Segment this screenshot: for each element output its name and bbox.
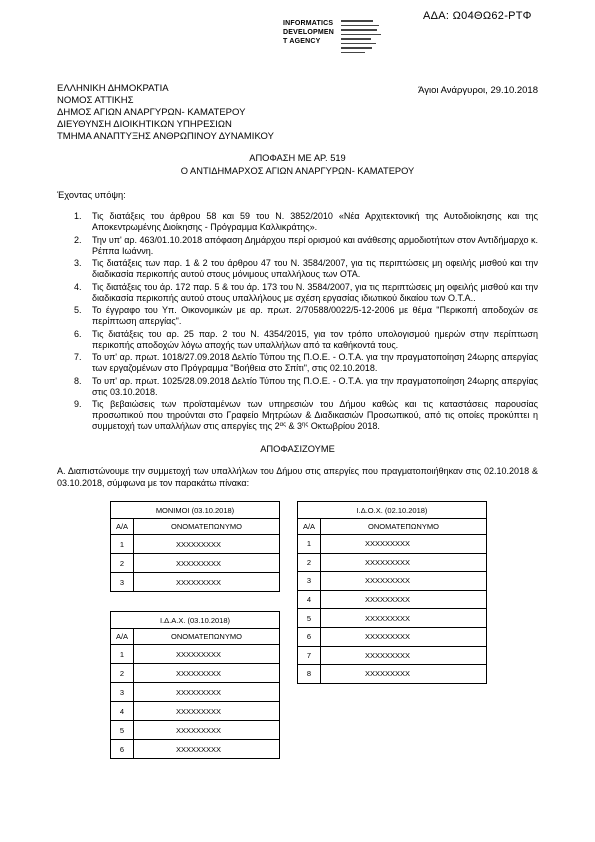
employee-name: XXXXXXXXX bbox=[321, 609, 487, 628]
table-row bbox=[111, 664, 280, 683]
header-org-line: ΔΗΜΟΣ ΑΓΙΩΝ ΑΝΑΡΓΥΡΩΝ- ΚΑΜΑΤΕΡΟΥ bbox=[57, 107, 246, 118]
table-row bbox=[111, 721, 280, 740]
row-number: 4 bbox=[111, 702, 134, 721]
table-row bbox=[298, 665, 487, 684]
resolution-heading: ΑΠΟΦΑΣΙΖΟΥΜΕ bbox=[260, 444, 335, 454]
table-monimoi bbox=[110, 501, 280, 592]
list-item bbox=[57, 258, 538, 280]
row-number: 6 bbox=[111, 740, 134, 759]
ordinal-suffix: ης bbox=[301, 422, 309, 428]
document-body bbox=[57, 83, 538, 761]
table-row bbox=[298, 590, 487, 609]
row-number: 5 bbox=[111, 721, 134, 740]
table-row bbox=[111, 740, 280, 759]
header-org-line: ΕΛΛΗΝΙΚΗ ΔΗΜΟΚΡΑΤΙΑ bbox=[57, 83, 169, 94]
row-number: 1 bbox=[111, 535, 134, 554]
table-row bbox=[111, 683, 280, 702]
employee-name: XXXXXXXXX bbox=[134, 573, 280, 592]
list-item-text: Τις διατάξεις των παρ. 1 & 2 του άρθρου 47 του Ν. 3584/2007, για τις περιπτώσεις μη οφειλής μισθού και την διαδικασία περικοπής αυτού στους μόνιμους υπαλλήλους των ΟΤΑ. bbox=[92, 258, 538, 279]
table-header-name: ΟΝΟΜΑΤΕΠΩΝΥΜΟ bbox=[321, 519, 487, 535]
table-idox bbox=[297, 501, 487, 684]
table-row bbox=[298, 646, 487, 665]
list-item-number: 3. bbox=[74, 258, 82, 268]
list-item-text: Την υπ' αρ. 463/01.10.2018 απόφαση Δημάρχου περί ορισμού και ανάθεσης αρμοδιοτήτων στον Αντιδήμαρχο κ. Ρέππα Ιωάννη. bbox=[92, 234, 538, 256]
ada-code: ΑΔΑ: Ω04ΘΩ62-ΡΤΦ bbox=[423, 10, 532, 22]
list-item-text-part: Οκτωβρίου 2018. bbox=[308, 421, 380, 431]
strike-participation-tables bbox=[57, 501, 538, 761]
list-item-number: 7. bbox=[74, 352, 82, 362]
table-row bbox=[111, 554, 280, 573]
considering-list bbox=[57, 211, 538, 432]
employee-name: XXXXXXXXX bbox=[321, 572, 487, 591]
employee-name: XXXXXXXXX bbox=[321, 590, 487, 609]
row-number: 2 bbox=[111, 554, 134, 573]
list-item bbox=[57, 282, 538, 304]
list-item bbox=[57, 376, 538, 398]
employee-name: XXXXXXXXX bbox=[134, 554, 280, 573]
table-row bbox=[298, 535, 487, 554]
employee-name: XXXXXXXXX bbox=[134, 664, 280, 683]
list-item bbox=[57, 305, 538, 327]
table-idax bbox=[110, 611, 280, 759]
row-number: 3 bbox=[111, 573, 134, 592]
list-item-number: 6. bbox=[74, 328, 82, 339]
employee-name: XXXXXXXXX bbox=[321, 665, 487, 684]
employee-name: XXXXXXXXX bbox=[134, 535, 280, 554]
row-number: 2 bbox=[298, 553, 321, 572]
table-row bbox=[298, 553, 487, 572]
list-item-text: Τις διατάξεις του αρ. 25 παρ. 2 του Ν. 4354/2015, για τον τρόπο υπολογισμού ημερών στην περίπτωση περικοπής αποδοχών λόγω αποχής των υπαλλήλων από τα καθήκοντά τους. bbox=[92, 328, 538, 350]
list-item-number: 2. bbox=[74, 234, 82, 245]
issuing-authority bbox=[57, 83, 538, 143]
logo-text-line: T AGENCY bbox=[283, 38, 321, 45]
list-item-number: 5. bbox=[74, 305, 82, 315]
list-item-text bbox=[92, 399, 538, 431]
row-number: 5 bbox=[298, 609, 321, 628]
decision-issuer: Ο ΑΝΤΙΔΗΜΑΡΧΟΣ ΑΓΙΩΝ ΑΝΑΡΓΥΡΩΝ- ΚΑΜΑΤΕΡΟΥ bbox=[180, 166, 415, 176]
employee-name: XXXXXXXXX bbox=[321, 627, 487, 646]
header-org-line: ΤΜΗΜΑ ΑΝΑΠΤΥΞΗΣ ΑΝΘΡΩΠΙΝΟΥ ΔΥΝΑΜΙΚΟΥ bbox=[57, 131, 274, 142]
employee-name: XXXXXXXXX bbox=[321, 535, 487, 554]
list-item-text: Τις διατάξεις του άρθρου 58 και 59 του Ν. 3852/2010 «Νέα Αρχιτεκτονική της Αυτοδιοίκησης και της Αποκεντρωμένης Διοίκησης - Πρόγραμμα Καλλικράτης». bbox=[92, 211, 538, 232]
table-title: ΜΟΝΙΜΟΙ (03.10.2018) bbox=[111, 502, 280, 519]
list-item bbox=[57, 399, 538, 432]
header-org-line: ΝΟΜΟΣ ΑΤΤΙΚΗΣ bbox=[57, 95, 134, 106]
list-item bbox=[57, 352, 538, 374]
table-row bbox=[298, 627, 487, 646]
list-item-number: 1. bbox=[74, 211, 82, 221]
employee-name: XXXXXXXXX bbox=[134, 645, 280, 664]
table-row bbox=[111, 573, 280, 592]
row-number: 7 bbox=[298, 646, 321, 665]
table-row bbox=[111, 535, 280, 554]
list-item-number: 4. bbox=[74, 281, 82, 292]
row-number: 1 bbox=[111, 645, 134, 664]
list-item-text-part: & 3 bbox=[285, 421, 302, 431]
list-item-text: Τις διατάξεις του άρ. 172 παρ. 5 & του άρ. 173 του Ν. 3584/2007, για τις περιπτώσεις μη οφειλής μισθού και την διαδικασία περικοπής αυτού στους υπαλλήλους με σχέση εργασίας ιδιωτικού δικαίου των Ο.Τ.Α.. bbox=[92, 281, 538, 303]
list-item bbox=[57, 329, 538, 351]
row-number: 6 bbox=[298, 627, 321, 646]
header-org-line: ΔΙΕΥΘΥΝΣΗ ΔΙΟΙΚΗΤΙΚΩΝ ΥΠΗΡΕΣΙΩΝ bbox=[57, 119, 232, 130]
table-row bbox=[111, 702, 280, 721]
list-item-number: 8. bbox=[74, 375, 82, 386]
table-header-name: ΟΝΟΜΑΤΕΠΩΝΥΜΟ bbox=[134, 519, 280, 535]
employee-name: XXXXXXXXX bbox=[134, 721, 280, 740]
row-number: 2 bbox=[111, 664, 134, 683]
employee-name: XXXXXXXXX bbox=[134, 702, 280, 721]
ordinal-suffix: ας bbox=[279, 422, 286, 428]
table-row bbox=[298, 572, 487, 591]
logo-text-line: INFORMATICS bbox=[283, 20, 334, 27]
row-number: 3 bbox=[111, 683, 134, 702]
list-item bbox=[57, 211, 538, 233]
table-title: Ι.Δ.Ο.Χ. (02.10.2018) bbox=[298, 502, 487, 519]
list-item-text-part: Τις βεβαιώσεις των προϊσταμένων των υπηρεσιών του Δήμου καθώς και τις καταστάσεις παρουσίας προσωπικού που τηρούνται στο Γραφείο Μητρώων & Διαδικασιών Προσωπικού, από τις οποίες προκύπτει η συμμετοχή των υπαλλήλων στις απεργίες της 2 bbox=[92, 399, 538, 431]
list-item-text: Το υπ' αρ. πρωτ. 1018/27.09.2018 Δελτίο Τύπου της Π.Ο.Ε. - Ο.Τ.Α. για την πραγματοποίηση 24ωρης απεργίας των εργαζομένων στο Πρόγραμμα "Βοήθεια στο Σπίτι", στις 02.10.2018. bbox=[92, 352, 538, 373]
document-date: Άγιοι Ανάργυροι, 29.10.2018 bbox=[418, 85, 538, 96]
list-item-text: Το υπ' αρ. πρωτ. 1025/28.09.2018 Δελτίο Τύπου της Π.Ο.Ε. - Ο.Τ.Α. για την πραγματοποίηση 24ωρης απεργίας στις 03.10.2018. bbox=[92, 375, 538, 397]
employee-name: XXXXXXXXX bbox=[321, 646, 487, 665]
table-header-aa: Α/Α bbox=[111, 629, 134, 645]
row-number: 4 bbox=[298, 590, 321, 609]
agency-logo bbox=[283, 19, 383, 59]
list-item-text: Το έγγραφο του Υπ. Οικονομικών με αρ. πρωτ. 2/70588/0022/5-12-2006 με θέμα "Περικοπή αποδοχών σε περίπτωση απεργίας". bbox=[92, 305, 538, 326]
decision-title-block bbox=[57, 152, 538, 178]
table-header-aa: Α/Α bbox=[298, 519, 321, 535]
resolution-paragraph-a: Α. Διαπιστώνουμε την συμμετοχή των υπαλλήλων του Δήμου στις απεργίες που πραγματοποιήθηκαν στις 02.10.2018 & 03.10.2018, σύμφωνα με τον παρακάτω πίνακα: bbox=[57, 466, 538, 488]
employee-name: XXXXXXXXX bbox=[134, 683, 280, 702]
logo-fine-print bbox=[341, 20, 383, 56]
list-item-number: 9. bbox=[74, 399, 82, 409]
table-row bbox=[298, 609, 487, 628]
table-title: Ι.Δ.Α.Χ. (03.10.2018) bbox=[111, 612, 280, 629]
row-number: 8 bbox=[298, 665, 321, 684]
logo-text-line: DEVELOPMEN bbox=[283, 29, 335, 36]
row-number: 3 bbox=[298, 572, 321, 591]
decision-title: ΑΠΟΦΑΣΗ ΜΕ ΑΡ. 519 bbox=[249, 153, 346, 163]
table-header-name: ΟΝΟΜΑΤΕΠΩΝΥΜΟ bbox=[134, 629, 280, 645]
considering-label: Έχοντας υπόψη: bbox=[57, 190, 126, 200]
row-number: 1 bbox=[298, 535, 321, 554]
table-row bbox=[111, 645, 280, 664]
employee-name: XXXXXXXXX bbox=[134, 740, 280, 759]
employee-name: XXXXXXXXX bbox=[321, 553, 487, 572]
table-header-aa: Α/Α bbox=[111, 519, 134, 535]
list-item bbox=[57, 235, 538, 257]
